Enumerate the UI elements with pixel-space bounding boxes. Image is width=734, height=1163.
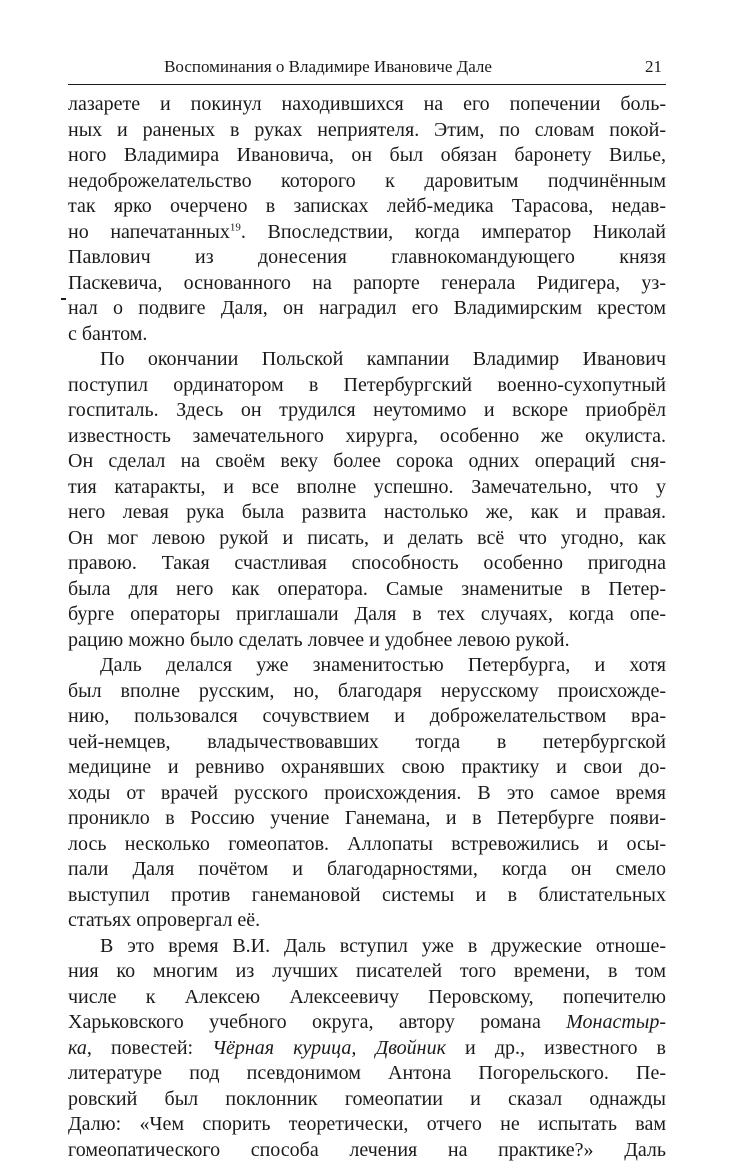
text-line: нию, пользовался сочувствием и доброжелательством вра- (68, 704, 666, 730)
text-line: Паскевича, основанного на рапорте генерала Ридигера, уз- (68, 271, 666, 297)
text-line: с бантом. (68, 322, 666, 348)
text-line: лазарете и покинул находившихся на его попечении боль- (68, 92, 666, 118)
body-text (68, 92, 666, 1163)
text-line: лось несколько гомеопатов. Аллопаты встревожились и осы- (68, 832, 666, 858)
italic-title: Монастыр- (566, 1011, 666, 1033)
text-line: ровский был поклонник гомеопатии и сказал однажды (68, 1087, 666, 1113)
text-line: Павлович из донесения главнокомандующего князя (68, 245, 666, 271)
header-rule (68, 84, 666, 85)
text-line: так ярко очерчено в записках лейб-медика Тарасова, недав- (68, 194, 666, 220)
text-line: выступил против ганемановой системы и в блистательных (68, 883, 666, 909)
paragraph-first-line: Даль делался уже знаменитостью Петербурга, и хотя (68, 653, 666, 679)
text-line: бурге операторы приглашали Даля в тех случаях, когда опе- (68, 602, 666, 628)
text-line: проникло в Россию учение Ганемана, и в Петербурге появи- (68, 806, 666, 832)
text-fragment: Харьковского учебного округа, автору романа (68, 1011, 566, 1033)
text-line: статьях опровергал её. (68, 908, 666, 934)
text-line: гомеопатического способа лечения на практике?» Даль (68, 1138, 666, 1163)
text-line: литературе под псевдонимом Антона Погорельского. Пе- (68, 1061, 666, 1087)
text-line: чей-немцев, владычествовавших тогда в петербургской (68, 730, 666, 756)
text-fragment: , повестей: (87, 1037, 212, 1059)
text-line: госпиталь. Здесь он трудился неутомимо и вскоре приобрёл (68, 398, 666, 424)
text-line: Он сделал на своём веку более сорока одних операций сня- (68, 449, 666, 475)
footnote-ref: 19 (230, 221, 241, 233)
text-line: известность замечательного хирурга, особенно же окулиста. (68, 424, 666, 450)
text-line: него левая рука была развита настолько же, как и правая. (68, 500, 666, 526)
text-line: ных и раненых в руках неприятеля. Этим, по словам покой- (68, 118, 666, 144)
text-fragment: и др., известного в (446, 1037, 666, 1059)
text-fragment: . Впоследствии, когда император Николай (241, 221, 666, 243)
margin-mark (61, 298, 66, 300)
italic-title: Чёрная курица, Двойник (212, 1037, 446, 1059)
running-header (68, 54, 666, 80)
text-line (68, 220, 666, 246)
text-line: был вполне русским, но, благодаря нерусскому происхожде- (68, 679, 666, 705)
text-line: числе к Алексею Алексеевичу Перовскому, попечителю (68, 985, 666, 1011)
text-line: рацию можно было сделать ловчее и удобнее левою рукой. (68, 628, 666, 654)
book-page (68, 0, 666, 1146)
text-line: Он мог левою рукой и писать, и делать всё что угодно, как (68, 526, 666, 552)
text-line: нал о подвиге Даля, он наградил его Владимирским крестом (68, 296, 666, 322)
text-line: ходы от врачей русского происхождения. В это самое время (68, 781, 666, 807)
text-fragment: но напечатанных (68, 221, 230, 243)
text-line: правою. Такая счастливая способность особенно пригодна (68, 551, 666, 577)
text-line (68, 1010, 666, 1036)
text-line: была для него как оператора. Самые знаменитые в Петер- (68, 577, 666, 603)
text-line: медицине и ревниво охранявших свою практику и свои до- (68, 755, 666, 781)
text-line: ния ко многим из лучших писателей того времени, в том (68, 959, 666, 985)
text-line: недоброжелательство которого к даровитым подчинённым (68, 169, 666, 195)
page-number: 21 (645, 54, 662, 80)
text-line: Далю: «Чем спорить теоретически, отчего не испытать вам (68, 1112, 666, 1138)
running-title: Воспоминания о Владимире Ивановиче Дале (68, 54, 588, 80)
text-line (68, 1036, 666, 1062)
text-line: поступил ординатором в Петербургский военно-сухопутный (68, 373, 666, 399)
text-line: тия катаракты, и все вполне успешно. Замечательно, что у (68, 475, 666, 501)
paragraph-first-line: По окончании Польской кампании Владимир Иванович (68, 347, 666, 373)
text-line: пали Даля почётом и благодарностями, когда он смело (68, 857, 666, 883)
text-line: ного Владимира Ивановича, он был обязан баронету Вилье, (68, 143, 666, 169)
italic-title: ка (68, 1037, 87, 1059)
paragraph-first-line: В это время В.И. Даль вступил уже в дружеские отноше- (68, 934, 666, 960)
